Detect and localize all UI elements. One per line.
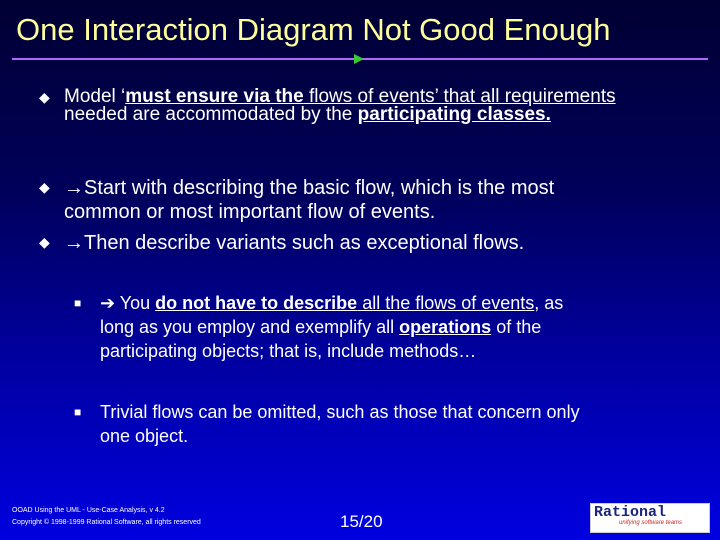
bullet-model-flows <box>39 86 616 126</box>
subbullet-line-1: Trivial flows can be omitted, such as those that concern only <box>100 402 580 422</box>
bullet-line-1: Model ‘must ensure via the flows of events’ that all requirements <box>64 86 616 107</box>
arrow-icon: → <box>64 232 84 254</box>
footer-course-line: OOAD Using the UML - Use-Case Analysis, v 4.2 <box>12 507 165 514</box>
footer-copyright <box>12 505 201 529</box>
bullet-basic-flow <box>39 176 555 224</box>
footer-copyright-line: Copyright © 1998-1999 Rational Software, all rights reserved <box>12 519 201 526</box>
bullet-line-2: needed are accommodated by the participating classes. <box>64 104 551 125</box>
rational-logo <box>590 503 710 533</box>
subbullet-line-1: ➔ You do not have to describe all the flows of events, as <box>100 293 564 313</box>
bullet-variants <box>39 231 525 255</box>
page-number: 15/20 <box>340 512 383 531</box>
bullet-line-1: →Start with describing the basic flow, which is the most <box>64 177 555 199</box>
diamond-bullet-icon: ◆ <box>39 234 50 250</box>
divider-arrow-icon <box>353 53 365 65</box>
arrow-icon: → <box>64 177 84 199</box>
bullet-line-1: →Then describe variants such as exceptional flows. <box>64 232 525 254</box>
diamond-bullet-icon: ◆ <box>39 179 50 195</box>
subbullet-line-2: one object. <box>100 426 189 446</box>
subbullet-trivial-flows <box>74 400 580 448</box>
logo-tagline: unifying software teams <box>619 520 683 526</box>
square-bullet-icon: ■ <box>74 296 82 310</box>
bold-arrow-icon: ➔ <box>100 293 116 313</box>
logo-wordmark: Rational <box>594 504 667 521</box>
bullet-line-2: common or most important flow of events. <box>64 201 436 223</box>
diamond-bullet-icon: ◆ <box>39 89 50 105</box>
square-bullet-icon: ■ <box>74 405 82 419</box>
subbullet-line-3: participating objects; that is, include methods… <box>100 341 477 361</box>
subbullet-line-2: long as you employ and exemplify all operations of the <box>100 317 542 337</box>
slide-title: One Interaction Diagram Not Good Enough <box>16 12 611 47</box>
subbullet-describe-flows <box>74 291 564 363</box>
